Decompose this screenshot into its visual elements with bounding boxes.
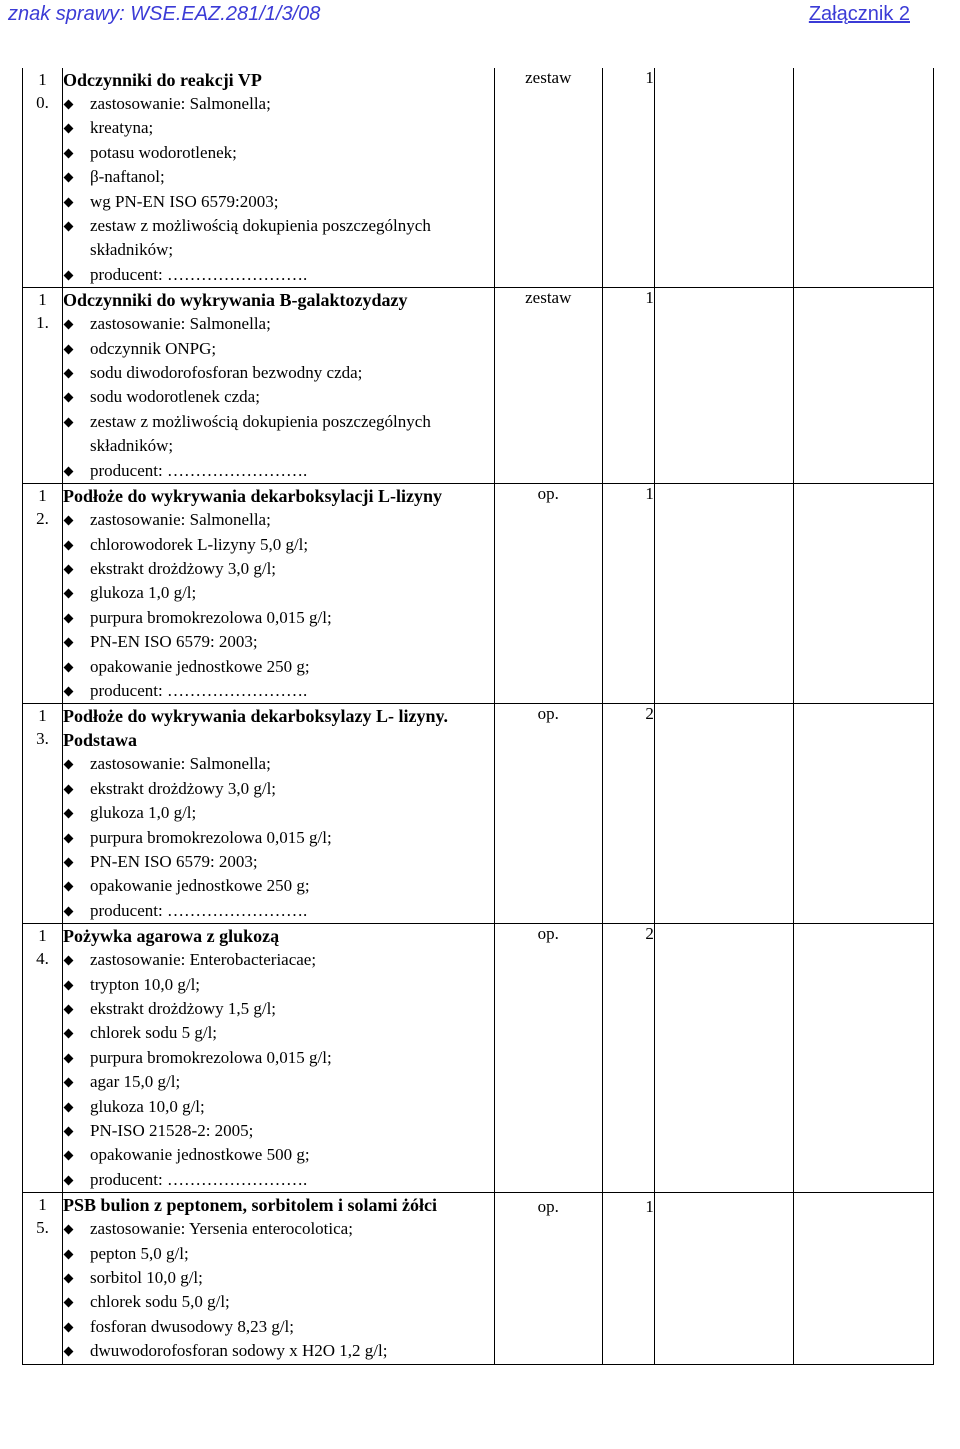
list-item <box>63 337 494 361</box>
diamond-bullet-icon <box>64 564 74 574</box>
item-number-line1: 1 <box>38 486 47 506</box>
attachment-link[interactable]: Załącznik 2 <box>808 3 910 25</box>
item-number <box>23 1193 63 1364</box>
diamond-bullet-icon <box>64 320 74 330</box>
bullet-text: pepton 5,0 g/l; <box>90 1243 189 1263</box>
diamond-bullet-icon <box>64 638 74 648</box>
diamond-bullet-icon <box>64 858 74 868</box>
item-title: Pożywka agarowa z glukozą <box>63 926 280 947</box>
list-item <box>63 630 494 654</box>
list-item <box>63 948 494 972</box>
item-number-line2: 3. <box>36 729 49 749</box>
list-item <box>63 1315 494 1339</box>
diamond-bullet-icon <box>64 148 74 158</box>
item-unit: op. <box>494 924 602 1193</box>
empty-cell <box>654 288 794 484</box>
list-item <box>63 1242 494 1266</box>
item-quantity: 1 <box>602 1193 654 1364</box>
diamond-bullet-icon <box>64 369 74 379</box>
diamond-bullet-icon <box>64 1053 74 1063</box>
bullet-text: chlorek sodu 5 g/l; <box>90 1023 218 1043</box>
bullet-text: purpura bromokrezolowa 0,015 g/l; <box>90 607 332 627</box>
empty-cell <box>654 68 794 288</box>
item-quantity: 2 <box>602 704 654 924</box>
list-item <box>63 1217 494 1241</box>
list-item <box>63 606 494 630</box>
bullet-text: chlorowodorek L-lizyny 5,0 g/l; <box>90 534 309 554</box>
bullet-text: glukoza 10,0 g/l; <box>90 1096 205 1116</box>
list-item <box>63 361 494 385</box>
item-number-line2: 1. <box>36 313 49 333</box>
item-quantity: 2 <box>602 924 654 1193</box>
item-title: Podłoże do wykrywania dekarboksylazy L- lizyny. Podstawa <box>63 706 449 751</box>
bullet-text: purpura bromokrezolowa 0,015 g/l; <box>90 1047 332 1067</box>
item-number-line1: 1 <box>38 926 47 946</box>
empty-cell <box>794 484 934 704</box>
bullet-list <box>63 312 494 483</box>
bullet-text: PN-EN ISO 6579: 2003; <box>90 851 258 871</box>
item-title: PSB bulion z peptonem, sorbitolem i solami żółci <box>63 1195 438 1216</box>
case-number: znak sprawy: WSE.EAZ.281/1/3/08 <box>8 3 321 25</box>
diamond-bullet-icon <box>64 980 74 990</box>
bullet-text: ekstrakt drożdżowy 1,5 g/l; <box>90 999 277 1018</box>
table-row <box>23 484 934 704</box>
table-row <box>23 704 934 924</box>
list-item <box>63 899 494 923</box>
list-item <box>63 850 494 874</box>
list-item <box>63 116 494 140</box>
list-item <box>63 1095 494 1119</box>
bullet-text: glukoza 1,0 g/l; <box>90 583 197 603</box>
bullet-text: glukoza 1,0 g/l; <box>90 803 197 823</box>
bullet-list <box>63 948 494 1192</box>
list-item <box>63 874 494 898</box>
item-number-line1: 1 <box>38 290 47 310</box>
bullet-text: trypton 10,0 g/l; <box>90 974 201 994</box>
empty-cell <box>794 924 934 1193</box>
diamond-bullet-icon <box>64 417 74 427</box>
list-item <box>63 679 494 703</box>
bullet-text: fosforan dwusodowy 8,23 g/l; <box>90 1316 294 1336</box>
list-item <box>63 1143 494 1167</box>
item-number <box>23 484 63 704</box>
item-description <box>63 288 495 484</box>
list-item <box>63 263 494 287</box>
list-item <box>63 1021 494 1045</box>
list-item <box>63 214 494 263</box>
diamond-bullet-icon <box>64 344 74 354</box>
bullet-text: zastosowanie: Salmonella; <box>90 314 271 334</box>
diamond-bullet-icon <box>64 1322 74 1332</box>
list-item <box>63 1290 494 1314</box>
item-number <box>23 288 63 484</box>
bullet-text: sorbitol 10,0 g/l; <box>90 1268 203 1288</box>
item-number <box>23 924 63 1193</box>
diamond-bullet-icon <box>64 686 74 696</box>
item-number <box>23 68 63 288</box>
item-unit: op. <box>494 484 602 704</box>
bullet-text: producent: ……………………. <box>90 900 308 920</box>
bullet-list <box>63 752 494 923</box>
bullet-list <box>63 508 494 703</box>
specification-table <box>22 68 934 1365</box>
diamond-bullet-icon <box>64 956 74 966</box>
bullet-text: PN-ISO 21528-2: 2005; <box>90 1121 254 1141</box>
empty-cell <box>794 68 934 288</box>
diamond-bullet-icon <box>64 662 74 672</box>
bullet-text: opakowanie jednostkowe 250 g; <box>90 876 310 896</box>
item-quantity: 1 <box>602 68 654 288</box>
diamond-bullet-icon <box>64 833 74 843</box>
bullet-text: dwuwodorofosforan sodowy x H2O 1,2 g/l; <box>90 1341 388 1361</box>
list-item <box>63 973 494 997</box>
bullet-list <box>63 92 494 287</box>
diamond-bullet-icon <box>64 1078 74 1088</box>
list-item <box>63 1266 494 1290</box>
bullet-text: potasu wodorotlenek; <box>90 142 237 162</box>
diamond-bullet-icon <box>64 613 74 623</box>
item-quantity: 1 <box>602 288 654 484</box>
bullet-text: PN-EN ISO 6579: 2003; <box>90 632 258 652</box>
table-row <box>23 1193 934 1364</box>
list-item <box>63 165 494 189</box>
item-title: Podłoże do wykrywania dekarboksylacji L-lizyny <box>63 486 443 507</box>
diamond-bullet-icon <box>64 589 74 599</box>
item-description <box>63 68 495 288</box>
item-description <box>63 924 495 1193</box>
diamond-bullet-icon <box>64 100 74 110</box>
diamond-bullet-icon <box>64 1298 74 1308</box>
bullet-list <box>63 1217 494 1363</box>
diamond-bullet-icon <box>64 466 74 476</box>
bullet-text: producent: ……………………. <box>90 264 308 284</box>
bullet-text: zastosowanie: Enterobacteriacae; <box>90 950 317 970</box>
bullet-text: sodu wodorotlenek czda; <box>90 387 260 407</box>
diamond-bullet-icon <box>64 540 74 550</box>
bullet-text: odczynnik ONPG; <box>90 338 217 358</box>
diamond-bullet-icon <box>64 1347 74 1357</box>
list-item <box>63 777 494 801</box>
bullet-text: opakowanie jednostkowe 500 g; <box>90 1145 310 1165</box>
item-unit: op. <box>494 1193 602 1364</box>
bullet-text: purpura bromokrezolowa 0,015 g/l; <box>90 827 332 847</box>
list-item <box>63 190 494 214</box>
bullet-text: opakowanie jednostkowe 250 g; <box>90 656 310 676</box>
list-item <box>63 92 494 116</box>
list-item <box>63 997 494 1021</box>
list-item <box>63 410 494 459</box>
diamond-bullet-icon <box>64 1225 74 1235</box>
diamond-bullet-icon <box>64 516 74 526</box>
list-item <box>63 752 494 776</box>
diamond-bullet-icon <box>64 1151 74 1161</box>
item-title: Odczynniki do reakcji VP <box>63 70 262 90</box>
bullet-text: zastosowanie: Salmonella; <box>90 94 271 113</box>
list-item <box>63 801 494 825</box>
diamond-bullet-icon <box>64 1274 74 1284</box>
list-item <box>63 459 494 483</box>
diamond-bullet-icon <box>64 784 74 794</box>
bullet-text: kreatyna; <box>90 118 154 138</box>
list-item <box>63 1168 494 1192</box>
bullet-text: producent: ……………………. <box>90 460 308 480</box>
diamond-bullet-icon <box>64 1175 74 1185</box>
diamond-bullet-icon <box>64 1029 74 1039</box>
list-item <box>63 385 494 409</box>
empty-cell <box>794 1193 934 1364</box>
bullet-text: ekstrakt drożdżowy 3,0 g/l; <box>90 558 277 578</box>
diamond-bullet-icon <box>64 222 74 232</box>
table-row <box>23 288 934 484</box>
item-number-line2: 5. <box>36 1218 49 1238</box>
item-number-line1: 1 <box>38 706 47 726</box>
list-item <box>63 1339 494 1363</box>
diamond-bullet-icon <box>64 1005 74 1015</box>
diamond-bullet-icon <box>64 1249 74 1259</box>
bullet-text: producent: ……………………. <box>90 680 308 700</box>
item-title: Odczynniki do wykrywania B-galaktozydazy <box>63 290 408 311</box>
empty-cell <box>654 1193 794 1364</box>
bullet-text: β-naftanol; <box>90 167 165 187</box>
list-item <box>63 1070 494 1094</box>
bullet-text: sodu diwodorofosforan bezwodny czda; <box>90 363 363 383</box>
item-number-line1: 1 <box>38 1195 47 1215</box>
diamond-bullet-icon <box>64 393 74 403</box>
item-number-line1: 1 <box>38 70 47 89</box>
bullet-text: zastosowanie: Salmonella; <box>90 754 271 774</box>
diamond-bullet-icon <box>64 760 74 770</box>
list-item <box>63 557 494 581</box>
item-unit: zestaw <box>494 288 602 484</box>
table-row <box>23 924 934 1193</box>
item-quantity: 1 <box>602 484 654 704</box>
list-item <box>63 581 494 605</box>
empty-cell <box>654 924 794 1193</box>
diamond-bullet-icon <box>64 809 74 819</box>
item-description <box>63 484 495 704</box>
list-item <box>63 508 494 532</box>
diamond-bullet-icon <box>64 197 74 207</box>
table-row <box>23 68 934 288</box>
diamond-bullet-icon <box>64 173 74 183</box>
bullet-text: ekstrakt drożdżowy 3,0 g/l; <box>90 778 277 798</box>
diamond-bullet-icon <box>64 1127 74 1137</box>
empty-cell <box>654 704 794 924</box>
bullet-text: wg PN-EN ISO 6579:2003; <box>90 191 279 211</box>
item-number-line2: 4. <box>36 949 49 969</box>
list-item <box>63 655 494 679</box>
diamond-bullet-icon <box>64 882 74 892</box>
item-description <box>63 704 495 924</box>
empty-cell <box>654 484 794 704</box>
list-item <box>63 1046 494 1070</box>
empty-cell <box>794 704 934 924</box>
empty-cell <box>794 288 934 484</box>
list-item <box>63 826 494 850</box>
bullet-text: zestaw z możliwością dokupienia poszczególnych składników; <box>90 216 431 260</box>
list-item <box>63 312 494 336</box>
bullet-text: chlorek sodu 5,0 g/l; <box>90 1292 230 1312</box>
list-item <box>63 141 494 165</box>
item-number <box>23 704 63 924</box>
bullet-text: zastosowanie: Salmonella; <box>90 510 271 530</box>
list-item <box>63 533 494 557</box>
bullet-text: agar 15,0 g/l; <box>90 1072 181 1092</box>
diamond-bullet-icon <box>64 1102 74 1112</box>
diamond-bullet-icon <box>64 270 74 280</box>
diamond-bullet-icon <box>64 124 74 134</box>
bullet-text: zestaw z możliwością dokupienia poszczególnych składników; <box>90 411 431 456</box>
bullet-text: producent: ……………………. <box>90 1169 308 1189</box>
item-number-line2: 2. <box>36 509 49 529</box>
bullet-text: zastosowanie: Yersenia enterocolotica; <box>90 1219 353 1239</box>
item-unit: op. <box>494 704 602 924</box>
item-description <box>63 1193 495 1364</box>
diamond-bullet-icon <box>64 906 74 916</box>
list-item <box>63 1119 494 1143</box>
item-number-line2: 0. <box>36 93 49 112</box>
item-unit: zestaw <box>494 68 602 288</box>
